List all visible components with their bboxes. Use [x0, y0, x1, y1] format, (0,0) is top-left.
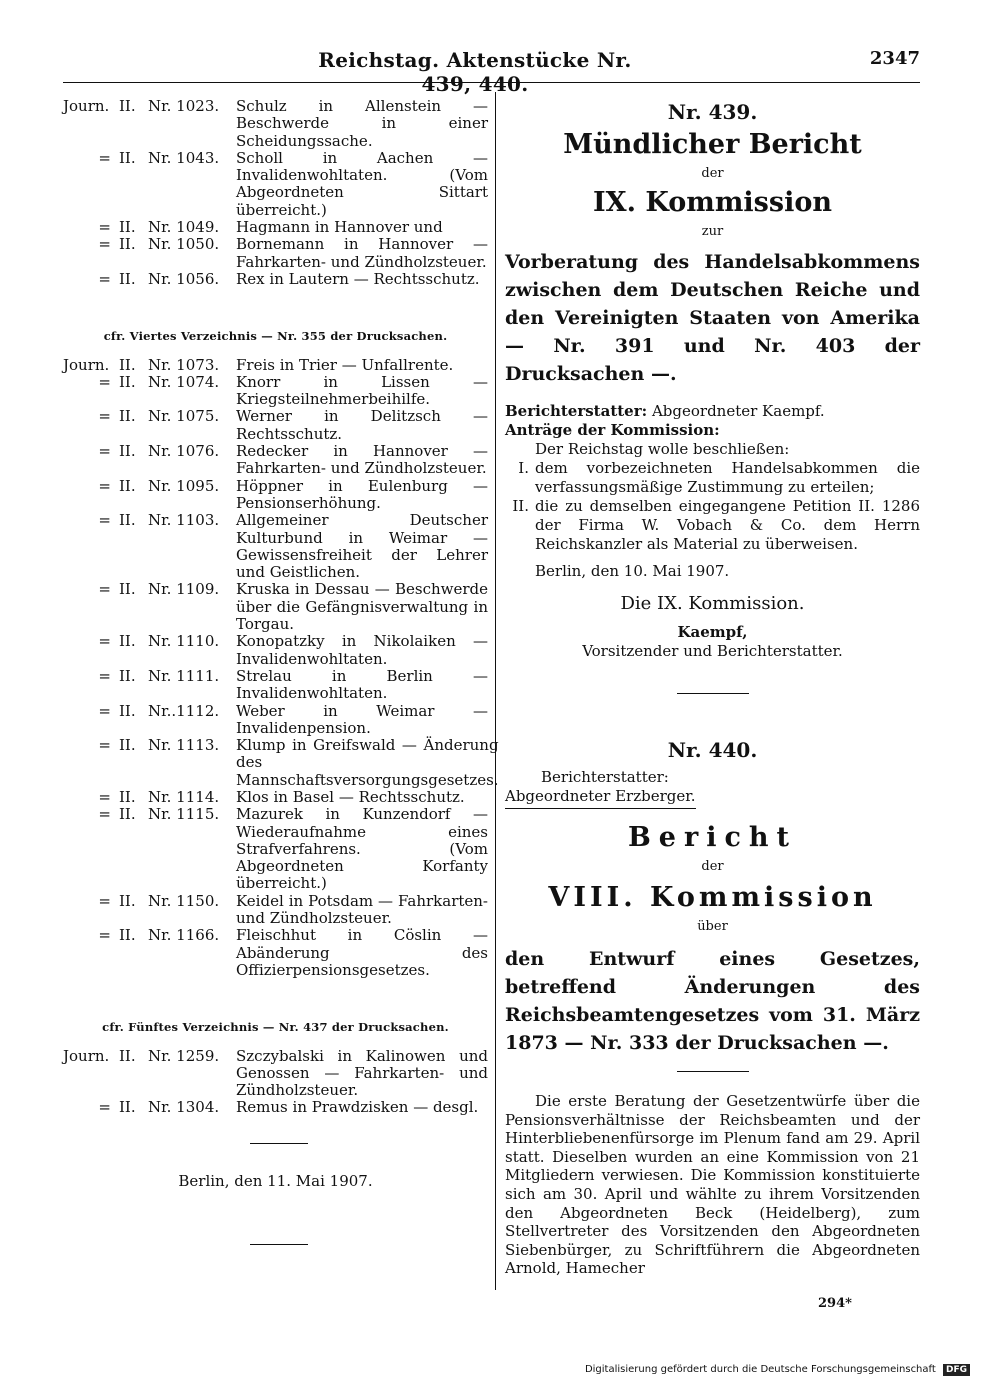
petition-entry: [63, 512, 488, 581]
petition-entry: [63, 443, 488, 478]
entry-journal-series: II.: [119, 926, 136, 945]
entry-prefix: =: [98, 218, 111, 237]
motion-item: [505, 459, 920, 497]
right-column: [505, 98, 920, 1278]
entry-journal-series: II.: [119, 442, 136, 461]
entry-number: Nr. 1023.: [148, 97, 220, 115]
motion-item-number: I.: [518, 459, 529, 477]
entry-prefix: =: [98, 805, 111, 824]
petition-entry: [63, 271, 488, 288]
entry-number: Nr. 1109.: [148, 580, 220, 599]
motion-items: [505, 459, 920, 554]
signature-mark: 294*: [818, 1296, 852, 1311]
der-label: der: [701, 166, 724, 181]
left-column: [63, 97, 499, 1245]
petition-entry: [63, 893, 488, 928]
motions-label: Anträge der Kommission:: [505, 421, 720, 439]
entry-text: Szczybalski in Kalinowen und Genossen — Fahrkarten- und Zündholzsteuer.: [236, 1046, 488, 1100]
ueber-label: über: [697, 919, 728, 934]
reporter-line-439: [505, 402, 920, 421]
entry-text: Rex in Lautern — Rechtsschutz.: [236, 269, 480, 288]
petition-entry: [63, 806, 488, 892]
petition-entry: [63, 736, 499, 789]
entry-prefix: Journ.: [63, 97, 110, 115]
entry-journal-series: II.: [119, 235, 136, 254]
entry-number: Nr. 1304.: [148, 1098, 220, 1117]
list-heading-5th: cfr. Fünftes Verzeichnis — Nr. 437 der Drucksachen.: [102, 1020, 449, 1035]
entry-text: Knorr in Lissen — Kriegsteilnehmerbeihilfe.: [236, 372, 488, 409]
petition-entry: [63, 219, 488, 236]
entry-text: Bornemann in Hannover — Fahrkarten- und Zündholzsteuer.: [236, 235, 488, 271]
reporter-label: Berichterstatter:: [505, 402, 648, 420]
running-header-title: Reichstag. Aktenstücke Nr. 439, 440.: [318, 48, 632, 96]
report-title-439: Mündlicher Bericht: [563, 129, 862, 160]
entry-number: Nr. 1115.: [148, 805, 220, 824]
entry-number: Nr. 1075.: [148, 407, 220, 426]
entry-number: Nr..1112.: [148, 701, 220, 720]
entry-journal-series: II.: [119, 891, 136, 910]
entry-journal-series: II.: [119, 269, 136, 288]
entry-text: Werner in Delitzsch — Rechtsschutz.: [236, 407, 488, 443]
entry-text: Remus in Prawdzisken — desgl.: [236, 1098, 479, 1117]
signature-name: Kaempf,: [677, 623, 748, 641]
entry-prefix: =: [98, 736, 111, 755]
petition-entry: [63, 374, 488, 409]
zur-label: zur: [701, 224, 724, 239]
date-line-439: Berlin, den 10. Mai 1907.: [535, 562, 730, 580]
entry-number: Nr. 1043.: [148, 148, 220, 167]
document-number-439: Nr. 439.: [667, 100, 758, 124]
dfg-logo: DFG: [943, 1364, 970, 1376]
petition-entry: [63, 1048, 488, 1100]
entry-prefix: Journ.: [63, 1046, 110, 1065]
entry-text: Weber in Weimar — Invalidenpension.: [236, 701, 488, 737]
entry-prefix: =: [98, 632, 111, 651]
entry-journal-series: II.: [119, 218, 136, 237]
entry-prefix: =: [98, 787, 111, 806]
entry-journal-series: II.: [119, 97, 136, 115]
column-divider: [495, 92, 496, 1290]
entry-prefix: =: [98, 580, 111, 599]
entry-prefix: =: [98, 1098, 111, 1117]
petition-entry: [63, 789, 488, 806]
entry-prefix: =: [98, 148, 111, 167]
entry-number: Nr. 1103.: [148, 511, 220, 530]
petition-entry: [63, 1099, 488, 1116]
petition-entry: [63, 236, 488, 271]
petition-entry: [63, 927, 488, 979]
entry-text: Schulz in Allenstein — Beschwerde in einer Scheidungssache.: [236, 97, 488, 150]
entry-journal-series: II.: [119, 805, 136, 824]
document-number-440: Nr. 440.: [667, 738, 758, 762]
entry-text: Fleischhut in Cöslin — Abänderung des Offizierpensionsgesetzes.: [236, 926, 488, 979]
commission-title-439: IX. Kommission: [593, 187, 832, 218]
entry-journal-series: II.: [119, 1046, 136, 1065]
petition-entry: [63, 581, 488, 633]
entry-prefix: =: [98, 442, 111, 461]
entry-number: Nr. 1113.: [148, 736, 220, 755]
motion-item-text: die zu demselben eingegangene Petition II. 1286 der Firma W. Vobach & Co. dem Herrn Reichskanzler als Material zu überweisen.: [535, 497, 920, 553]
entry-number: Nr. 1110.: [148, 632, 220, 651]
entry-journal-series: II.: [119, 355, 136, 374]
commission-title-440: VIII. Kommission: [548, 882, 877, 913]
entry-text: Kruska in Dessau — Beschwerde über die Gefängnisverwaltung in Torgau.: [236, 580, 488, 634]
left-date-line: Berlin, den 11. Mai 1907.: [178, 1171, 373, 1190]
entry-text: Redecker in Hannover — Fahrkarten- und Zündholzsteuer.: [236, 442, 488, 478]
entry-journal-series: II.: [119, 701, 136, 720]
entry-number: Nr. 1073.: [148, 355, 220, 374]
resolve-line: Der Reichstag wolle beschließen:: [535, 440, 790, 458]
petition-entry: [63, 357, 488, 374]
entry-number: Nr. 1114.: [148, 787, 220, 806]
entry-prefix: =: [98, 407, 111, 426]
footer-credit: [585, 1364, 970, 1376]
header-rule: [63, 82, 920, 83]
section-rule: [677, 1071, 749, 1072]
petition-entry: [63, 150, 488, 219]
entry-text: Klos in Basel — Rechtsschutz.: [236, 787, 465, 806]
entry-journal-series: II.: [119, 407, 136, 426]
entry-journal-series: II.: [119, 476, 136, 495]
entry-number: Nr. 1259.: [148, 1046, 220, 1065]
entry-prefix: =: [98, 269, 111, 288]
entry-prefix: =: [98, 666, 111, 685]
der-label-440: der: [701, 859, 724, 874]
entry-text: Konopatzky in Nikolaiken — Invalidenwohltaten.: [236, 632, 488, 668]
entry-prefix: Journ.: [63, 355, 110, 374]
motion-item-number: II.: [512, 497, 529, 515]
list-heading-4th: cfr. Viertes Verzeichnis — Nr. 355 der Drucksachen.: [103, 329, 448, 344]
petition-entry: [63, 633, 488, 668]
reporter-block-440: [505, 768, 920, 809]
entry-prefix: =: [98, 926, 111, 945]
entry-text: Allgemeiner Deutscher Kulturbund in Weimar — Gewissensfreiheit der Lehrer und Geistlichen.: [236, 511, 488, 582]
entry-text: Keidel in Potsdam — Fahrkarten- und Zündholzsteuer.: [236, 891, 488, 928]
body-440: Die erste Beratung der Gesetzentwürfe über die Pensionsverhältnisse der Reichsbeamten und der Hinterbliebenenfürsorge im Plenum fand am 29. April statt. Dieselben wurden an eine Kommission von 21 Mitgliedern verwiesen. Die Kommission konstituierte sich am 30. April und wählte zu ihrem Vorsitzenden den Abgeordneten Beck (Heidelberg), zum Stellvertreter des Vorsitzenden den Abgeordneten Siebenbürger, zu Schriftführern die Abgeordneten Arnold, Hamecher: [505, 1092, 920, 1278]
entry-number: Nr. 1095.: [148, 476, 220, 495]
reporter-name-440: Abgeordneter Erzberger.: [505, 787, 696, 809]
petition-list-3: [63, 1048, 488, 1117]
entry-text: Scholl in Aachen — Invalidenwohltaten. (Vom Abgeordneten Sittart überreicht.): [236, 148, 488, 219]
petition-list-2: [63, 355, 499, 980]
entry-journal-series: II.: [119, 148, 136, 167]
entry-journal-series: II.: [119, 736, 136, 755]
entry-text: Freis in Trier — Unfallrente.: [236, 355, 454, 374]
entry-prefix: =: [98, 476, 111, 495]
entry-journal-series: II.: [119, 666, 136, 685]
entry-prefix: =: [98, 235, 111, 254]
reporter-label-440: Berichterstatter:: [541, 768, 669, 786]
petition-entry: [63, 408, 488, 443]
entry-number: Nr. 1076.: [148, 442, 220, 461]
entry-text: Hagmann in Hannover und: [236, 218, 443, 237]
entry-number: Nr. 1074.: [148, 372, 220, 391]
footer-text: Digitalisierung gefördert durch die Deutsche Forschungsgemeinschaft: [584, 1364, 936, 1375]
entry-journal-series: II.: [119, 511, 136, 530]
entry-number: Nr. 1166.: [148, 926, 220, 945]
page-number: 2347: [869, 48, 920, 69]
signature-role: Vorsitzender und Berichterstatter.: [582, 642, 843, 660]
entry-journal-series: II.: [119, 632, 136, 651]
petition-entry: [63, 703, 488, 738]
entry-text: Höppner in Eulenburg — Pensionserhöhung.: [236, 476, 488, 512]
entry-text: Strelau in Berlin — Invalidenwohltaten.: [236, 666, 488, 703]
entry-number: Nr. 1150.: [148, 891, 220, 910]
subject-440: den Entwurf eines Gesetzes, betreffend Änderungen des Reichsbeamtengesetzes vom 31. März 1873 — Nr. 333 der Drucksachen —.: [505, 948, 920, 1054]
entry-number: Nr. 1056.: [148, 269, 220, 288]
entry-prefix: =: [98, 372, 111, 391]
motion-item-text: dem vorbezeichneten Handelsabkommen die verfassungsmäßige Zustimmung zu erteilen;: [535, 459, 920, 496]
petition-entry: [63, 478, 488, 513]
petition-list-1: [63, 98, 488, 288]
entry-prefix: =: [98, 701, 111, 720]
separator-rule: [250, 1143, 308, 1144]
petition-entry: [63, 668, 488, 703]
section-rule: [677, 693, 749, 694]
entry-text: Klump in Greifswald — Änderung des Mannschaftsversorgungsgesetzes.: [236, 736, 499, 789]
separator-rule: [250, 1244, 308, 1245]
signature-commission: Die IX. Kommission.: [620, 593, 805, 614]
entry-number: Nr. 1111.: [148, 666, 220, 685]
entry-journal-series: II.: [119, 787, 136, 806]
reporter-name: Abgeordneter Kaempf.: [651, 402, 825, 420]
motion-item: [505, 497, 920, 554]
entry-prefix: =: [98, 511, 111, 530]
entry-number: Nr. 1050.: [148, 235, 220, 254]
petition-entry: [63, 98, 488, 150]
subject-439: Vorberatung des Handelsabkommens zwischen dem Deutschen Reiche und den Vereinigten Staaten von Amerika — Nr. 391 und Nr. 403 der Drucksachen —.: [505, 251, 920, 385]
entry-prefix: =: [98, 891, 111, 910]
entry-journal-series: II.: [119, 580, 136, 599]
entry-journal-series: II.: [119, 372, 136, 391]
report-title-440: Bericht: [627, 822, 798, 853]
entry-text: Mazurek in Kunzendorf — Wiederaufnahme eines Strafverfahrens. (Vom Abgeordneten Korfanty überreicht.): [236, 805, 488, 893]
entry-journal-series: II.: [119, 1098, 136, 1117]
entry-number: Nr. 1049.: [148, 218, 220, 237]
